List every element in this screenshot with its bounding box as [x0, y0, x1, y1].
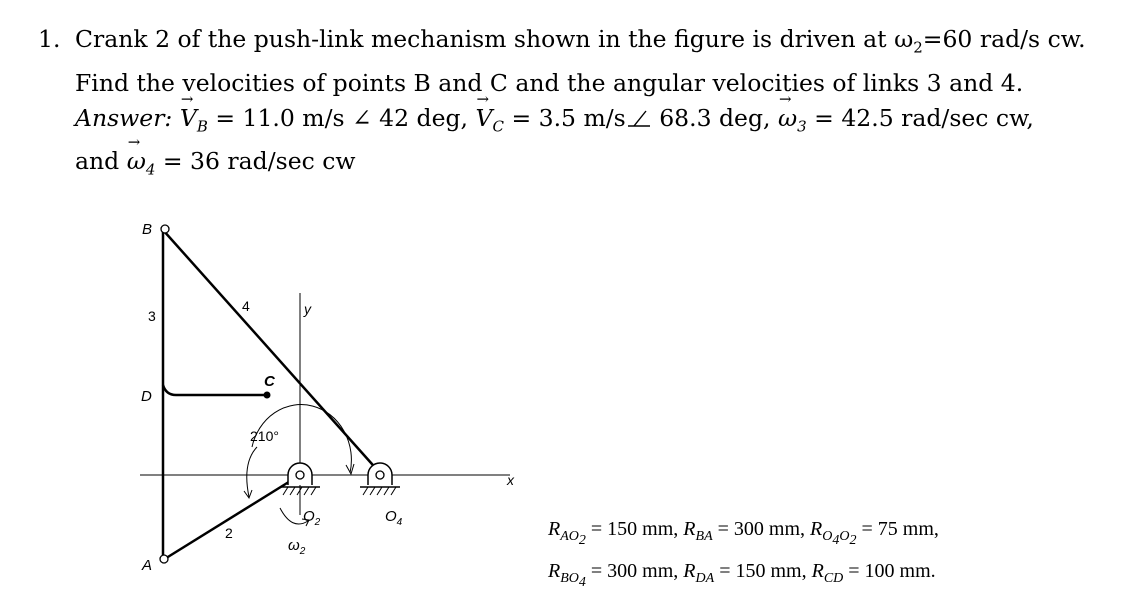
- w3-value: = 42.5 rad/sec cw,: [814, 103, 1034, 132]
- vB-value: = 11.0 m/s ∠ 42 deg,: [215, 103, 469, 132]
- label-link3: 3: [148, 308, 156, 324]
- answer-label: Answer:: [75, 103, 173, 132]
- w4-symbol: → $\omega_4$: [127, 144, 156, 188]
- problem-number: 1.: [38, 25, 61, 53]
- label-link4: 4: [242, 298, 250, 314]
- label-o4: $O_4$: [385, 508, 403, 528]
- joint-a: [160, 555, 168, 563]
- problem-line-1: [38, 22, 1113, 66]
- answer-line: [38, 101, 1113, 145]
- problem-statement: [38, 22, 1113, 188]
- r-ao2: = 150 mm,: [590, 518, 679, 540]
- answer-line-2: [38, 144, 1113, 188]
- label-o2: $O_2$: [303, 508, 321, 528]
- omega2-sub: 2: [913, 38, 923, 57]
- givens-line-1: $R_{AO_2} = 150$ mm, $R_{BA} = 300$ mm, $R_{O_4O_2} = 75$ mm,: [548, 518, 939, 548]
- label-omega2: $\omega_2$: [288, 537, 306, 557]
- vC-symbol: → $V_C$: [476, 101, 504, 145]
- label-c: C: [264, 373, 275, 390]
- omega2-value: =60 rad/s cw.: [922, 25, 1086, 53]
- ground-o2: [280, 463, 320, 495]
- vB-symbol: → $V_B$: [180, 101, 208, 145]
- y-axis-label: y: [304, 301, 311, 317]
- label-a: A: [142, 557, 153, 574]
- ground-o4: [360, 463, 400, 495]
- link-2-crank: [163, 475, 300, 560]
- given-dimensions: [548, 514, 939, 598]
- w4-value: = 36 rad/sec cw: [162, 147, 356, 176]
- r-ba: = 300 mm,: [717, 518, 806, 540]
- angle-sign-icon: [626, 109, 652, 129]
- and-word: and: [75, 147, 120, 176]
- mechanism-figure: [130, 215, 530, 585]
- joint-b: [161, 225, 169, 233]
- r-bo4: = 300 mm,: [590, 559, 679, 582]
- vC-angle: 68.3 deg,: [659, 103, 771, 132]
- label-d: D: [141, 388, 152, 405]
- point-c: [264, 392, 271, 399]
- problem-line1-text: Crank 2 of the push-link mechanism shown in the figure is driven at ω: [75, 25, 914, 53]
- vC-value: = 3.5 m/s: [511, 103, 626, 132]
- r-da: = 150 mm,: [719, 559, 807, 582]
- label-link2: 2: [225, 525, 233, 541]
- r-cd: = 100 mm.: [848, 559, 936, 582]
- givens-line-2: $R_{BO_4} = 300$ mm, $R_{DA} = 150$ mm, $R_{CD} = 100$ mm.: [548, 559, 936, 590]
- x-axis-label: x: [507, 472, 514, 488]
- problem-line-2: Find the velocities of points B and C and the angular velocities of links 3 and 4.: [75, 68, 1024, 97]
- label-b: B: [142, 221, 153, 238]
- w3-symbol: → $\omega_3$: [778, 101, 807, 145]
- r-o4o2: = 75 mm,: [861, 518, 939, 540]
- link-dc: [163, 385, 267, 395]
- label-angle: 210°: [250, 428, 279, 444]
